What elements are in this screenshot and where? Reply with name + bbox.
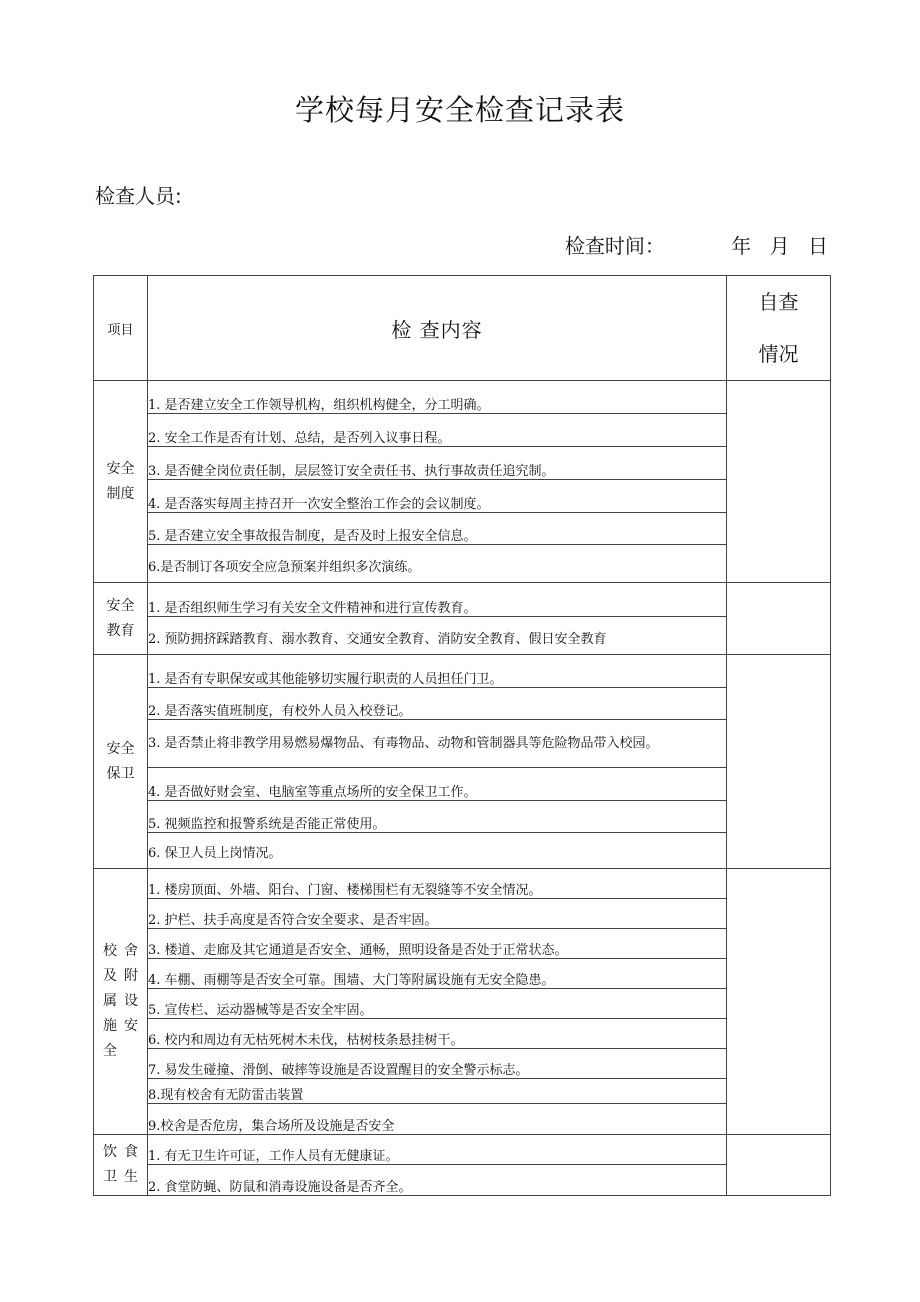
table-row	[94, 929, 831, 959]
header-self-check-line2: 情况	[758, 342, 799, 366]
check-item: 2. 安全工作是否有计划、总结，是否列入议事日程。	[148, 414, 727, 447]
category-food-hygiene: 饮食卫生	[94, 1135, 148, 1196]
category-school-buildings: 校舍及附属设施安全	[94, 869, 148, 1135]
check-item: 2. 食堂防蝇、防鼠和消毒设施设备是否齐全。	[148, 1165, 727, 1196]
category-safety-education: 安全教育	[94, 583, 148, 655]
category-safety-system: 安全制度	[94, 381, 148, 583]
check-item: 3. 是否健全岗位责任制，层层签订安全责任书、执行事故责任追究制。	[148, 447, 727, 480]
table-row	[94, 655, 831, 688]
table-row	[94, 768, 831, 801]
table-row	[94, 414, 831, 447]
check-item: 4. 车棚、雨棚等是否安全可靠。围墙、大门等附属设施有无安全隐患。	[148, 959, 727, 989]
table-row	[94, 989, 831, 1019]
table-row	[94, 688, 831, 720]
table-row	[94, 869, 831, 899]
date-fields	[719, 234, 828, 258]
inspection-time-row	[565, 230, 828, 259]
check-item: 1. 是否有专职保安或其他能够切实履行职责的人员担任门卫。	[148, 655, 727, 688]
self-check-cell[interactable]	[727, 1135, 831, 1196]
check-item: 1. 楼房顶面、外墙、阳台、门窗、楼梯围栏有无裂缝等不安全情况。	[148, 869, 727, 899]
table-row	[94, 1049, 831, 1079]
self-check-cell[interactable]	[727, 583, 831, 655]
inspector-label: 检查人员:	[95, 184, 182, 208]
check-item: 6. 保卫人员上岗情况。	[148, 833, 727, 869]
check-item: 9.校舍是否危房，集合场所及设施是否安全	[148, 1104, 727, 1135]
self-check-cell[interactable]	[727, 655, 831, 869]
check-item: 3. 楼道、走廊及其它通道是否安全、通畅，照明设备是否处于正常状态。	[148, 929, 727, 959]
header-item: 项目	[94, 276, 148, 381]
table-row	[94, 545, 831, 583]
inspection-table	[93, 275, 831, 1196]
table-row	[94, 1019, 831, 1049]
check-item: 4. 是否做好财会室、电脑室等重点场所的安全保卫工作。	[148, 768, 727, 801]
table-row	[94, 720, 831, 768]
table-row	[94, 899, 831, 929]
table-row	[94, 801, 831, 833]
table-header-row	[94, 276, 831, 381]
header-self-check	[727, 276, 831, 381]
table-row	[94, 1135, 831, 1165]
table-row	[94, 513, 831, 545]
check-item: 8.现有校舍有无防雷击装置	[148, 1079, 727, 1104]
check-item: 7. 易发生碰撞、滑倒、破摔等设施是否设置醒目的安全警示标志。	[148, 1049, 727, 1079]
table-row	[94, 447, 831, 480]
table-row	[94, 617, 831, 655]
inspection-time-label: 检查时间：	[564, 234, 665, 258]
check-item: 5. 宣传栏、运动器械等是否安全牢固。	[148, 989, 727, 1019]
check-item: 5. 视频监控和报警系统是否能正常使用。	[148, 801, 727, 833]
table-row	[94, 583, 831, 617]
check-item: 2. 是否落实值班制度，有校外人员入校登记。	[148, 688, 727, 720]
table-row	[94, 1079, 831, 1104]
table-row	[94, 1165, 831, 1196]
check-item: 2. 护栏、扶手高度是否符合安全要求、是否牢固。	[148, 899, 727, 929]
header-content: 检 查内容	[148, 276, 727, 381]
check-item: 5. 是否建立安全事故报告制度，是否及时上报安全信息。	[148, 513, 727, 545]
year-label: 年	[731, 234, 752, 258]
page-title: 学校每月安全检查记录表	[294, 93, 625, 127]
self-check-cell[interactable]	[727, 381, 831, 583]
header-self-check-line1: 自查	[758, 290, 799, 314]
table-row	[94, 1104, 831, 1135]
table-row	[94, 959, 831, 989]
check-item: 1. 是否建立安全工作领导机构，组织机构健全，分工明确。	[148, 381, 727, 414]
day-label: 日	[808, 234, 828, 258]
category-security: 安全保卫	[94, 655, 148, 869]
check-item: 6.是否制订各项安全应急预案并组织多次演练。	[148, 545, 727, 583]
table-row	[94, 480, 831, 513]
self-check-cell[interactable]	[727, 869, 831, 1135]
check-item: 1. 有无卫生许可证，工作人员有无健康证。	[148, 1135, 727, 1165]
table-row	[94, 833, 831, 869]
month-label: 月	[769, 234, 790, 258]
check-item: 4. 是否落实每周主持召开一次安全整治工作会的会议制度。	[148, 480, 727, 513]
check-item: 6. 校内和周边有无枯死树木未伐，枯树枝条悬挂树干。	[148, 1019, 727, 1049]
check-item: 3. 是否禁止将非教学用易燃易爆物品、有毒物品、动物和管制器具等危险物品带入校园。	[148, 720, 727, 768]
check-item: 2. 预防拥挤踩踏教育、溺水教育、交通安全教育、消防安全教育、假日安全教育	[148, 617, 727, 655]
table-row	[94, 381, 831, 414]
check-item: 1. 是否组织师生学习有关安全文件精神和进行宣传教育。	[148, 583, 727, 617]
